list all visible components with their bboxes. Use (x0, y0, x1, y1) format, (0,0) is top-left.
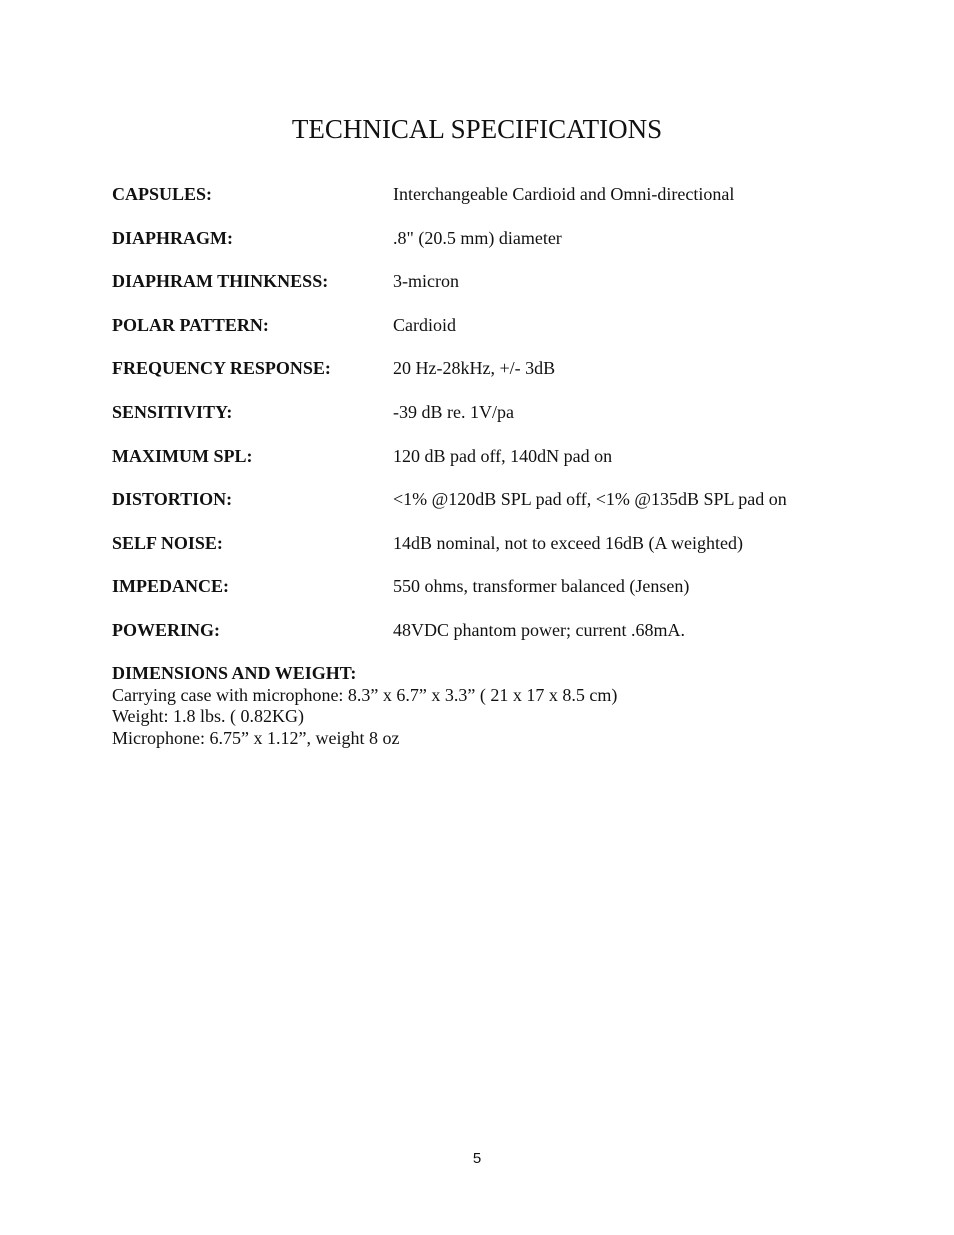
spec-row-impedance (112, 574, 872, 618)
spec-label: IMPEDANCE: (112, 576, 229, 597)
spec-label: SENSITIVITY: (112, 401, 233, 422)
spec-label: POWERING: (112, 619, 220, 640)
spec-table (112, 182, 872, 662)
spec-row-self-noise (112, 531, 872, 575)
spec-row-maximum-spl (112, 444, 872, 488)
spec-label: FREQUENCY RESPONSE: (112, 358, 331, 379)
spec-label: MAXIMUM SPL: (112, 445, 253, 466)
spec-label: CAPSULES: (112, 184, 213, 204)
spec-value: -39 dB re. 1V/pa (393, 401, 514, 422)
dimensions-section (112, 663, 617, 749)
spec-row-diaphragm (112, 226, 872, 270)
dimensions-heading: DIMENSIONS AND WEIGHT: (112, 663, 357, 683)
spec-value: 550 ohms, transformer balanced (Jensen) (393, 576, 690, 597)
dimensions-line-weight: Weight: 1.8 lbs. ( 0.82KG) (112, 706, 305, 726)
spec-label: DISTORTION: (112, 489, 233, 510)
spec-value: <1% @120dB SPL pad off, <1% @135dB SPL pad on (393, 489, 787, 510)
spec-value: 14dB nominal, not to exceed 16dB (A weighted) (393, 532, 743, 553)
spec-value: 3-micron (393, 271, 459, 292)
spec-row-polar-pattern (112, 313, 872, 357)
spec-value: 120 dB pad off, 140dN pad on (393, 445, 613, 466)
spec-value: 48VDC phantom power; current .68mA. (393, 619, 685, 640)
page-title: TECHNICAL SPECIFICATIONS (291, 114, 663, 144)
spec-row-frequency-response (112, 356, 872, 400)
spec-value: Interchangeable Cardioid and Omni-directional (393, 184, 735, 204)
spec-row-diaphragm-thickness (112, 269, 872, 313)
spec-row-capsules (112, 182, 872, 226)
page-number: 5 (472, 1150, 482, 1167)
dimensions-line-microphone: Microphone: 6.75” x 1.12”, weight 8 oz (112, 727, 400, 748)
spec-label: DIAPHRAGM: (112, 227, 233, 248)
spec-value: 20 Hz-28kHz, +/- 3dB (393, 358, 556, 379)
spec-label: DIAPHRAM THINKNESS: (112, 271, 329, 292)
spec-row-distortion (112, 487, 872, 531)
spec-label: SELF NOISE: (112, 532, 223, 553)
spec-row-powering (112, 618, 872, 662)
spec-value: Cardioid (393, 314, 456, 335)
spec-value: .8" (20.5 mm) diameter (393, 227, 562, 248)
dimensions-line-case: Carrying case with microphone: 8.3” x 6.7” x 3.3” ( 21 x 17 x 8.5 cm) (112, 684, 618, 705)
spec-row-sensitivity (112, 400, 872, 444)
spec-label: POLAR PATTERN: (112, 314, 269, 335)
